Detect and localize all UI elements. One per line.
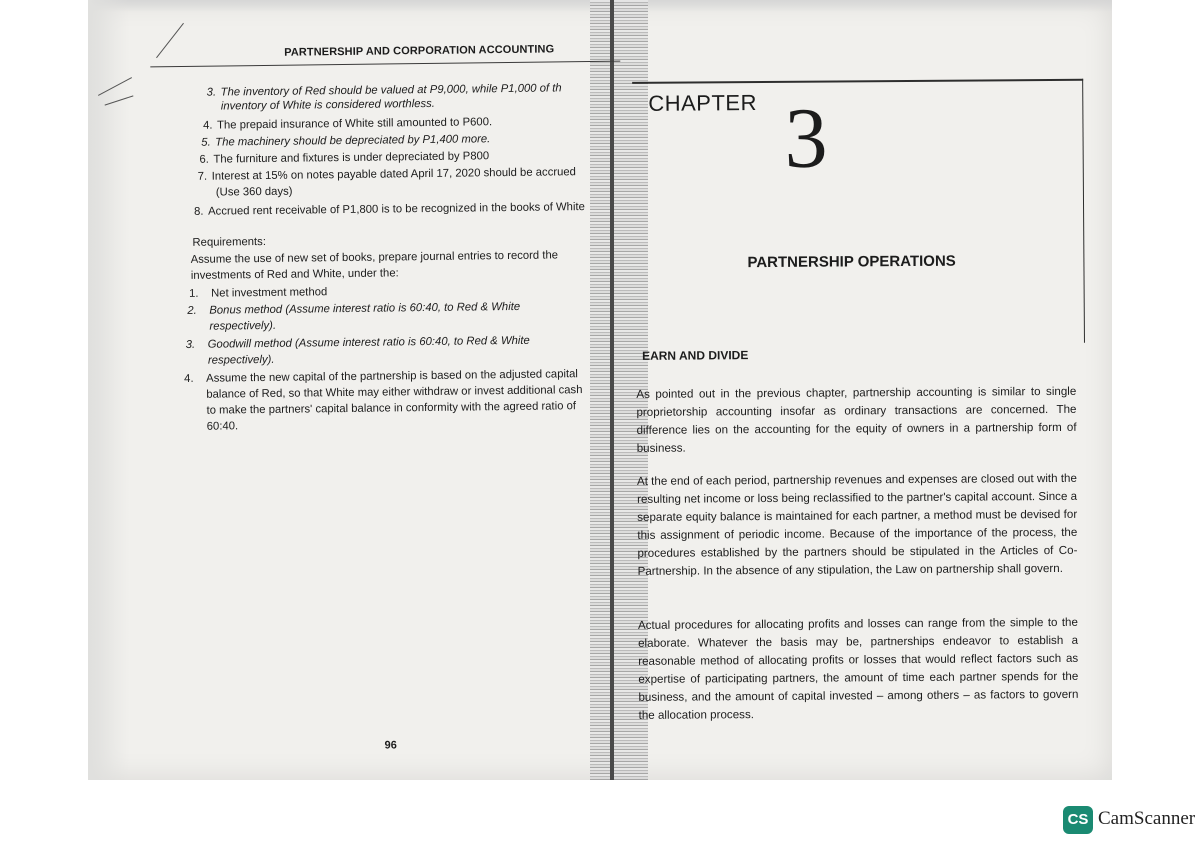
camscanner-logo-icon: CS <box>1063 806 1093 834</box>
requirement-3 <box>186 334 530 352</box>
left-page <box>180 35 629 770</box>
item-number: 7. <box>197 170 208 183</box>
requirement-4-cont: to make the partners' capital balance in conformity with the agreed ratio of <box>206 400 577 417</box>
item-text: Interest at 15% on notes payable dated April 17, 2020 should be accrued <box>211 166 576 183</box>
item-number: 1. <box>189 287 199 300</box>
requirement-2 <box>187 300 520 318</box>
body-paragraph: At the end of each period, partnership revenues and expenses are closed out with the resulting net income or loss being reclassified to the partner's capital account. Since a separate equity balance is maintained for each partner, a method must be devised for this assignment of periodic income. Because of the importance of the process, the procedures established by the partners should be stipulated in the Articles of Co-Partnership. In the absence of any stipulation, the Law on partnership shall govern. <box>636 471 1078 578</box>
list-item-4 <box>203 115 492 133</box>
item-text: Bonus method (Assume interest ratio is 60:40, to Red & White <box>209 300 521 317</box>
requirement-2-cont: respectively). <box>209 319 277 333</box>
right-page <box>622 57 1093 740</box>
chapter-number: 3 <box>784 89 828 186</box>
list-item-3-cont: inventory of White is considered worthless. <box>220 97 435 113</box>
requirement-4-cont: balance of Red, so that White may either withdraw or invest additional cash <box>206 384 583 401</box>
item-number: 3. <box>206 86 217 99</box>
item-number: 8. <box>194 205 204 218</box>
body-paragraph: Actual procedures for allocating profits and losses can range from the simple to the elaborate. Whatever the basis may be, partnerships endeavor to establish a reasonable method of allocating profits or losses that would reflect factors such as expertise of participating partners, the amount of time each partner spends for the business, and the amount of capital invested – among others – as factors to govern the allocation process. <box>637 615 1079 722</box>
item-text: The prepaid insurance of White still amounted to P600. <box>216 116 493 132</box>
item-text: Accrued rent receivable of P1,800 is to be recognized in the books of White <box>208 201 585 218</box>
chapter-frame <box>632 79 1085 346</box>
requirement-1 <box>189 285 327 301</box>
scan-left-shadow <box>88 0 130 780</box>
list-item-7 <box>198 165 576 184</box>
item-number: 3. <box>185 338 196 351</box>
requirement-3-cont: respectively). <box>207 353 275 367</box>
header-rule <box>150 61 620 68</box>
list-item-6 <box>199 149 489 167</box>
item-number: 6. <box>199 153 209 166</box>
item-number: 5. <box>201 136 211 149</box>
item-number: 4. <box>184 372 194 385</box>
camscanner-watermark: CamScanner <box>1098 808 1196 829</box>
body-paragraph: As pointed out in the previous chapter, partnership accounting is similar to single proprietorship accounting insofar as ordinary transactions are concerned. The difference lies on the accounting for the equity of owners in a partnership form of business. <box>636 384 1077 455</box>
list-item-8 <box>194 200 585 219</box>
item-text: Net investment method <box>211 286 328 300</box>
chapter-title: PARTNERSHIP OPERATIONS <box>747 252 956 272</box>
item-text: Goodwill method (Assume interest ratio is 60:40, to Red & White <box>207 334 530 351</box>
requirements-title: Requirements: <box>192 235 267 249</box>
list-item-5 <box>201 132 490 150</box>
page-number: 96 <box>384 739 397 752</box>
running-header: PARTNERSHIP AND CORPORATION ACCOUNTING <box>284 43 555 59</box>
requirements-intro-line: investments of Red and White, under the: <box>190 267 399 282</box>
item-number: 2. <box>187 304 197 317</box>
section-heading: EARN AND DIVIDE <box>642 348 749 363</box>
requirement-4-cont: 60:40. <box>206 420 239 433</box>
item-text: The inventory of Red should be valued at P9,000, while P1,000 of th <box>220 82 562 99</box>
requirements-intro-line: Assume the use of new set of books, prepare journal entries to record the <box>190 249 559 266</box>
item-text: The furniture and fixtures is under depreciated by P800 <box>213 150 490 166</box>
item-text: The machinery should be depreciated by P1,400 more. <box>215 133 491 149</box>
chapter-label: CHAPTER <box>648 90 758 116</box>
item-number: 4. <box>202 119 213 132</box>
item-text: Assume the new capital of the partnership is based on the adjusted capital <box>206 368 578 385</box>
list-item-7-cont: (Use 360 days) <box>215 185 293 199</box>
